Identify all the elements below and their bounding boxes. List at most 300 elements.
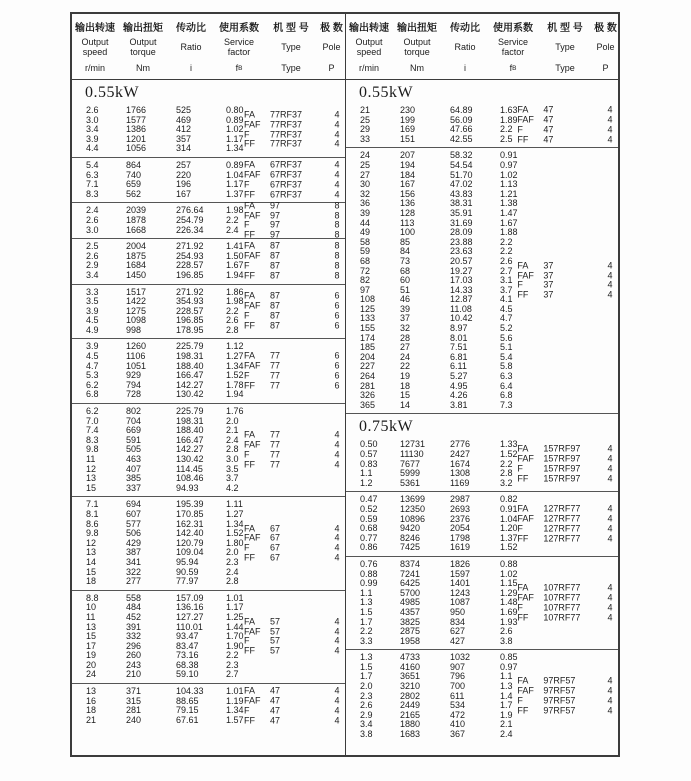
rating-block [72,338,345,403]
cell-ratio: 93.47 [176,631,199,642]
model-code: 107RF77 [543,582,581,593]
model-code: 47 [543,124,554,135]
cell-ratio: 5.27 [450,371,468,382]
col-output-torque-en: Output torque [403,37,431,57]
type-row [517,125,612,135]
mount-code: FA [517,260,529,271]
model-code: 77 [269,439,280,450]
cell-output-torque: 371 [126,686,142,697]
cell-output-torque: 18 [400,380,411,391]
pole-count: 4 [607,463,613,474]
model-code: 97RF57 [543,705,576,716]
col-type-zh: 机 型 号 [273,22,309,34]
cell-output-torque: 407 [126,463,142,474]
pole-count: 4 [607,611,613,622]
header-unit-row [346,60,618,76]
cell-ratio: 2427 [450,449,471,459]
cell-output-torque: 281 [126,705,142,716]
cell-output-speed: 6.2 [86,406,99,417]
cell-service-factor: 3.1 [500,275,513,286]
table-row [346,334,618,344]
pole-count: 4 [334,695,340,706]
power-section [346,80,618,413]
col-ratio-zh: 传动比 [450,22,480,34]
cell-service-factor: 5.2 [500,323,513,334]
cell-output-speed: 15 [86,482,97,493]
col-type-zh: 机 型 号 [547,22,583,34]
pole-count: 8 [334,229,340,240]
model-code: 77RF37 [269,128,303,139]
cell-output-torque: 7241 [400,568,421,579]
model-code: 67 [269,522,280,533]
model-code: 77 [269,380,280,391]
pole-count: 8 [334,209,340,220]
cell-service-factor: 1.86 [226,286,244,297]
cell-output-torque: 1051 [126,360,147,371]
cell-service-factor: 1.1 [500,671,513,682]
model-code: 157RF97 [543,463,581,474]
pole-count: 4 [607,602,613,613]
table-row [346,720,618,730]
type-list [244,687,340,726]
cell-output-torque: 73 [400,255,411,266]
cell-output-speed: 13 [86,473,97,484]
type-row [244,696,340,706]
pole-count: 4 [607,473,613,484]
cell-service-factor: 1.7 [500,700,513,711]
mount-code: FA [517,443,529,454]
cell-output-torque: 1098 [126,315,147,326]
col-pole-en: Pole [322,42,341,52]
type-list [244,292,340,331]
cell-ratio: 354.93 [176,296,204,307]
model-code: 67 [269,552,280,563]
cell-ratio: 10.42 [450,313,473,324]
cell-service-factor: 0.97 [500,661,518,672]
mount-code: FA [243,350,255,361]
cell-service-factor: 0.88 [500,558,518,569]
cell-ratio: 314 [176,143,192,154]
model-code: 37 [543,289,554,300]
pole-count: 4 [334,449,340,460]
cell-output-speed: 82 [360,275,371,286]
cell-service-factor: 1.78 [226,379,244,390]
cell-ratio: 94.93 [176,482,199,493]
cell-ratio: 8.97 [450,323,468,334]
model-code: 87 [269,250,280,261]
cell-output-torque: 3651 [400,671,421,682]
pole-count: 4 [334,429,340,440]
power-section-title: 0.55kW [359,84,414,101]
pole-count: 6 [334,350,340,361]
table-row [346,382,618,392]
unit-speed: r/min [85,63,105,73]
cell-service-factor: 1.69 [500,606,518,617]
table-row [346,543,618,553]
cell-ratio: 110.01 [176,621,203,632]
cell-service-factor: 2.8 [500,468,513,479]
cell-ratio: 188.40 [176,360,204,371]
cell-service-factor: 1.67 [500,217,518,228]
cell-ratio: 188.40 [176,425,204,436]
type-row [244,321,340,331]
cell-ratio: 4.26 [450,390,468,401]
pole-count: 4 [334,635,340,646]
cell-output-torque: 113 [400,217,415,228]
header-chinese-row [72,18,345,34]
cell-service-factor: 2.7 [500,265,513,276]
pole-count: 4 [334,159,340,170]
cell-output-speed: 21 [86,714,97,725]
cell-ratio: 1032 [450,652,471,663]
mount-code: FAF [517,453,534,464]
model-code: 47 [269,705,280,716]
cell-ratio: 1798 [450,532,471,543]
cell-service-factor: 0.91 [500,150,518,161]
cell-output-speed: 11 [86,454,96,464]
cell-ratio: 1826 [450,558,471,569]
type-list [517,106,612,145]
cell-output-speed: 133 [360,313,376,324]
cell-output-torque: 385 [126,473,142,484]
cell-output-torque: 7425 [400,542,421,553]
table-row [346,401,618,411]
cell-service-factor: 1.04 [500,513,518,524]
type-row [517,534,612,544]
cell-ratio: 367 [450,729,466,740]
model-code: 157RF97 [543,443,581,454]
type-row [517,271,612,281]
model-code: 77 [269,350,280,361]
cell-service-factor: 1.37 [226,188,244,199]
pole-count: 4 [334,715,340,726]
mount-code: FA [243,685,255,696]
cell-service-factor: 1.11 [226,499,243,510]
cell-ratio: 254.93 [176,250,204,261]
pole-count: 4 [607,513,613,524]
cell-service-factor: 1.98 [226,205,244,216]
type-row [244,716,340,726]
cell-service-factor: 1.52 [500,449,518,459]
table-row [346,343,618,353]
pole-count: 4 [334,128,340,139]
type-row [244,534,340,544]
cell-output-torque: 740 [126,169,142,180]
cell-output-torque: 998 [126,324,142,335]
pole-count: 8 [334,270,340,281]
pole-count: 4 [334,685,340,696]
table-row [346,161,618,171]
cell-ratio: 1674 [450,458,471,469]
table-row [72,342,345,352]
unit-type: Type [281,63,301,73]
cell-ratio: 469 [176,114,192,125]
cell-output-speed: 1.5 [360,606,373,617]
model-code: 47 [269,715,280,726]
mount-code: F [517,463,523,474]
cell-output-speed: 7.4 [86,425,99,436]
model-code: 77RF37 [269,109,303,120]
cell-output-speed: 125 [360,303,376,314]
cell-service-factor: 5.1 [500,342,513,353]
pole-count: 4 [334,626,340,637]
cell-output-speed: 13 [86,547,97,558]
cell-output-torque: 463 [126,454,142,464]
cell-output-torque: 4357 [400,606,421,617]
table-row [72,407,345,417]
model-code: 87 [269,300,280,311]
cell-output-torque: 15 [400,390,411,401]
cell-output-torque: 8374 [400,558,421,569]
pole-count: 6 [334,300,340,311]
model-code: 97RF57 [543,695,576,706]
cell-output-speed: 25 [360,114,371,125]
cell-output-speed: 18 [86,576,97,587]
pole-count: 4 [607,289,613,300]
pole-count: 4 [607,104,613,115]
mount-code: FF [243,459,255,469]
type-row [517,613,612,623]
cell-output-torque: 24 [400,351,411,362]
cell-output-torque: 9420 [400,523,421,534]
pole-count: 6 [334,320,340,331]
cell-output-speed: 58 [360,236,371,247]
cell-output-speed: 3.3 [360,635,373,646]
cell-output-torque: 728 [126,389,142,400]
cell-service-factor: 1.9 [500,709,513,720]
cell-output-torque: 1878 [126,214,147,225]
cell-service-factor: 2.4 [226,434,239,445]
model-code: 67 [269,542,280,553]
cell-ratio: 228.57 [176,305,204,316]
cell-ratio: 157.09 [176,592,204,603]
model-code: 77 [269,449,280,460]
mount-code: F [517,695,523,706]
cell-output-speed: 32 [360,188,371,199]
model-code: 77RF37 [269,138,303,149]
cell-output-speed: 39 [360,207,371,218]
cell-output-speed: 0.77 [360,532,378,543]
cell-service-factor: 0.80 [226,105,244,115]
unit-ratio: i [190,63,192,73]
type-list [517,584,612,623]
table-header-left [72,14,345,80]
cell-service-factor: 5.8 [500,361,513,372]
cell-ratio: 2776 [450,439,471,450]
col-output-speed-zh: 输出转速 [349,22,389,34]
type-list [244,352,340,391]
cell-output-speed: 4.9 [86,324,99,335]
cell-ratio: 228.57 [176,260,204,271]
col-pole-zh: 极 数 [594,22,617,34]
cell-output-speed: 326 [360,390,376,401]
cell-ratio: 3.81 [450,399,468,410]
cell-output-torque: 14 [400,399,411,410]
cell-service-factor: 2.0 [226,547,239,558]
unit-fb-f: f [235,63,239,73]
cell-output-speed: 174 [360,332,376,343]
pole-count: 4 [334,532,340,543]
cell-ratio: 38.31 [450,198,473,209]
cell-output-speed: 19 [86,650,97,661]
pole-count: 4 [607,133,613,144]
cell-output-speed: 2.9 [360,709,373,720]
cell-ratio: 108.46 [176,473,204,484]
cell-service-factor: 1.38 [500,198,518,209]
mount-code: FA [517,582,529,593]
cell-service-factor: 1.93 [500,616,518,627]
mount-code: FF [517,532,529,543]
pole-count: 6 [334,290,340,301]
pole-count: 4 [334,459,340,469]
type-row [244,371,340,381]
cell-ratio: 700 [450,681,466,692]
col-type-en: Type [555,42,575,52]
rating-block [72,157,345,202]
cell-ratio: 79.15 [176,705,199,716]
cell-output-speed: 0.50 [360,439,378,450]
cell-output-speed: 3.4 [86,269,99,280]
cell-output-speed: 0.83 [360,458,378,469]
cell-ratio: 6.11 [450,361,467,372]
table-row [72,670,345,680]
table-header-right [346,14,618,80]
table-row [346,627,618,637]
pole-count: 6 [334,370,340,381]
cell-output-speed: 185 [360,342,376,353]
cell-ratio: 47.66 [450,124,473,135]
cell-service-factor: 1.34 [226,705,244,716]
cell-output-speed: 8.3 [86,188,99,199]
type-row [244,311,340,321]
table-row [72,603,345,613]
table-row [346,324,618,334]
cell-output-speed: 6.3 [86,169,99,180]
cell-service-factor: 1.04 [226,169,244,180]
cell-output-speed: 44 [360,217,371,228]
cell-output-speed: 0.47 [360,494,378,505]
model-code: 77 [269,370,280,381]
cell-output-speed: 6.2 [86,379,99,390]
cell-output-speed: 281 [360,380,376,391]
pole-count: 8 [334,250,340,261]
col-service-factor-en: Service factor [497,37,528,57]
pole-count: 4 [334,179,340,190]
cell-output-torque: 1683 [400,729,421,740]
cell-ratio: 136.16 [176,602,204,613]
rating-block [72,284,345,339]
pole-count: 4 [607,532,613,543]
table-row [346,228,618,238]
cell-ratio: 412 [176,124,192,135]
cell-service-factor: 2.2 [500,246,513,257]
pole-count: 4 [607,270,613,281]
cell-output-torque: 10896 [400,513,426,524]
cell-output-torque: 167 [400,179,416,190]
cell-service-factor: 2.4 [226,566,239,577]
cell-output-speed: 1.1 [360,468,373,479]
cell-service-factor: 3.7 [500,284,513,295]
cell-service-factor: 1.25 [226,611,244,622]
mount-code: F [517,124,523,135]
cell-ratio: 83.47 [176,640,199,651]
col-service-factor-zh: 使用系数 [493,22,533,34]
cell-output-speed: 25 [360,159,371,170]
pole-count: 4 [607,503,613,514]
cell-output-speed: 0.52 [360,503,378,514]
cell-service-factor: 3.7 [226,473,239,484]
cell-output-speed: 8.1 [86,508,99,519]
cell-ratio: 95.94 [176,556,199,567]
cell-ratio: 4.95 [450,380,468,391]
col-ratio-zh: 传动比 [176,22,206,34]
cell-output-speed: 3.5 [86,296,99,307]
pole-count: 4 [334,119,340,130]
pole-count: 4 [334,552,340,563]
pole-count: 8 [334,260,340,271]
pole-count: 4 [607,685,613,696]
cell-output-speed: 11 [86,611,96,622]
col-service-factor-en: Service factor [223,37,254,57]
col-pole-zh: 极 数 [320,22,343,34]
cell-output-torque: 1958 [400,635,421,646]
mount-code: FAF [243,439,261,450]
cell-service-factor: 2.2 [500,458,513,469]
cell-output-torque: 452 [126,611,142,622]
model-code: 37 [543,270,554,281]
cell-ratio: 257 [176,159,192,170]
cell-service-factor: 1.33 [500,439,518,450]
model-code: 67RF37 [269,169,303,180]
rating-block [72,238,345,283]
cell-service-factor: 1.27 [226,508,244,519]
table-row [72,577,345,587]
cell-ratio: 8.01 [450,332,468,343]
cell-service-factor: 1.3 [500,681,513,692]
rating-block [346,437,618,491]
unit-pole: P [602,63,609,73]
pole-count: 4 [607,523,613,534]
cell-output-torque: 2165 [400,709,421,720]
cell-output-speed: 1.7 [360,671,373,682]
table-row [346,199,618,209]
cell-service-factor: 2.8 [226,576,239,587]
cell-ratio: 104.33 [176,686,204,697]
mount-code: FA [517,503,529,514]
cell-output-speed: 4.4 [86,143,99,154]
model-code: 77 [269,360,280,371]
type-row [517,135,612,145]
cell-ratio: 20.57 [450,255,473,266]
col-pole-en: Pole [596,42,615,52]
cell-output-torque: 577 [126,518,142,529]
cell-output-torque: 1260 [126,341,147,352]
mount-code: FA [517,104,529,115]
cell-output-speed: 1.3 [360,597,373,608]
cell-ratio: 254.79 [176,214,204,225]
power-section-title: 0.75kW [359,418,414,436]
mount-code: F [243,260,250,271]
cell-ratio: 525 [176,105,192,115]
cell-output-speed: 2.4 [86,205,99,216]
pole-count: 4 [334,616,340,627]
cell-ratio: 226.34 [176,224,204,235]
mount-code: FA [243,159,255,170]
cell-output-torque: 1766 [126,105,147,115]
col-output-speed-zh: 输出转速 [75,22,115,34]
table-row [72,510,345,520]
type-row [244,637,340,647]
